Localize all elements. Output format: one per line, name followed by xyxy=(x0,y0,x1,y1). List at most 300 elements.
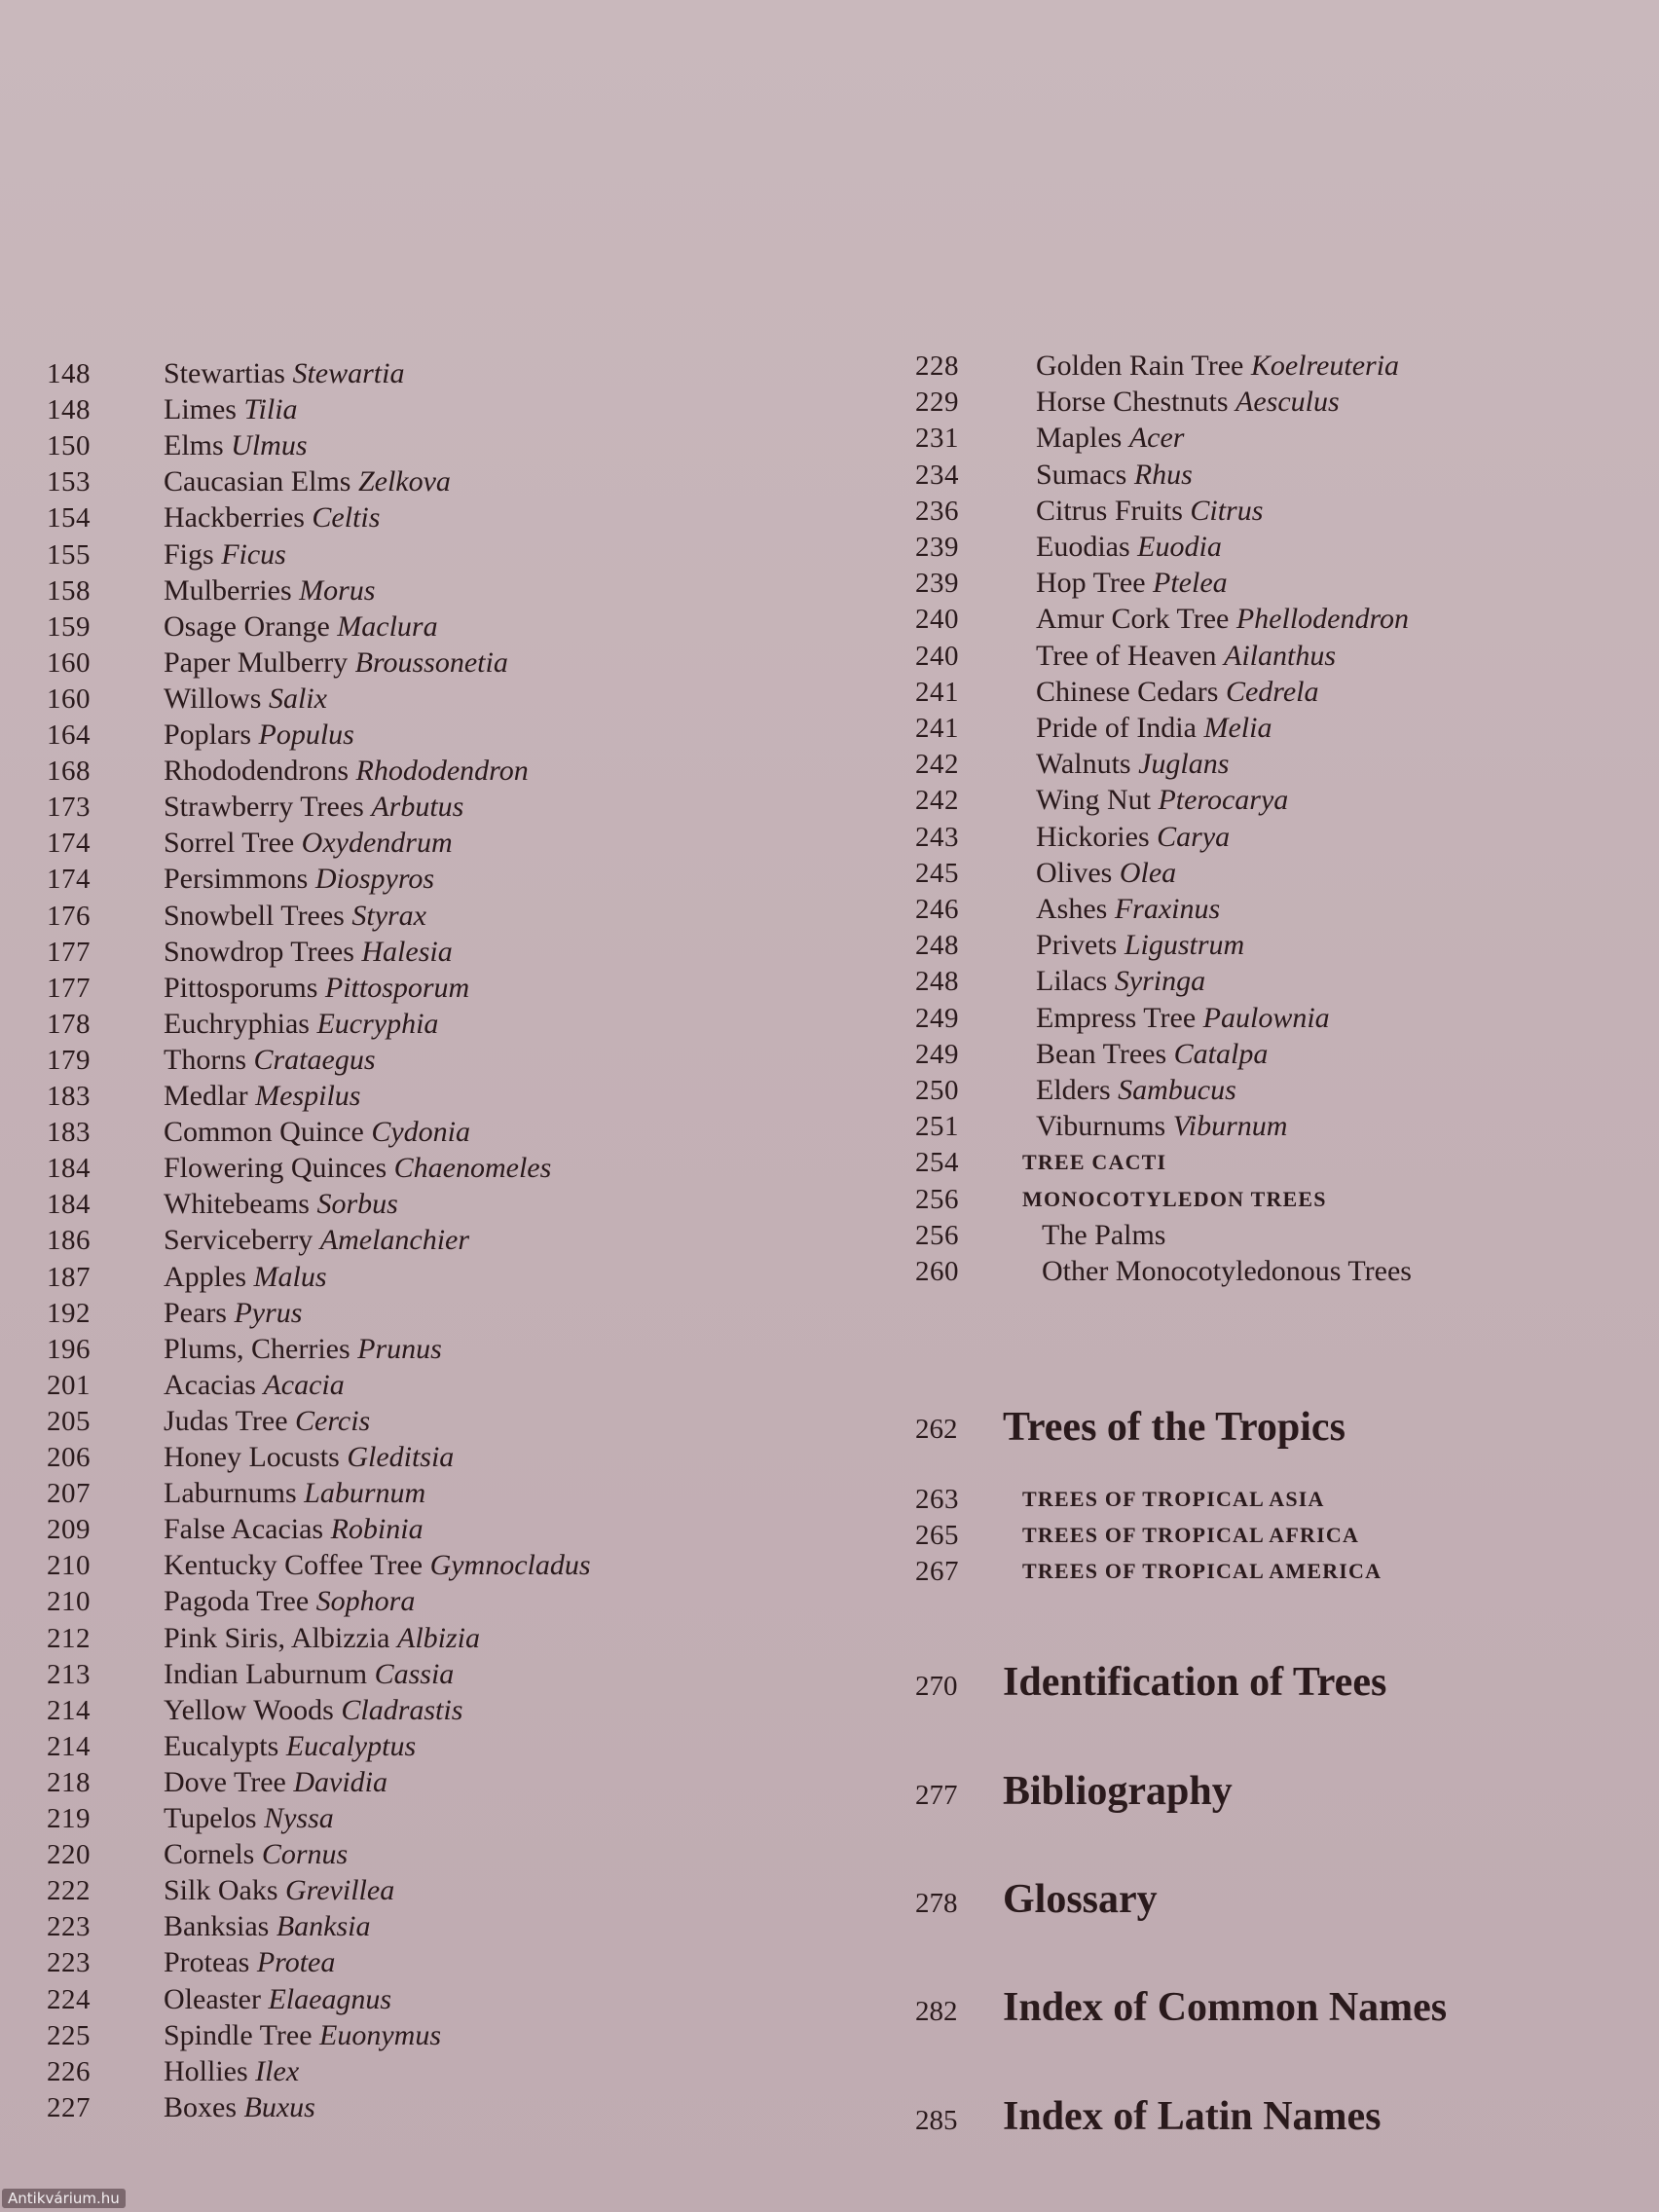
page-number: 148 xyxy=(47,394,91,426)
entry-title xyxy=(1036,856,1176,891)
entry-title xyxy=(164,718,354,753)
page-number: 153 xyxy=(47,466,91,498)
entry-title xyxy=(1036,602,1409,637)
entry-title xyxy=(1036,639,1336,674)
entry-title xyxy=(1036,1109,1287,1144)
latin-name: Oxydendrum xyxy=(301,827,453,860)
common-name: Snowbell Trees xyxy=(164,899,345,932)
latin-name: Carya xyxy=(1157,820,1231,853)
latin-name: Grevillea xyxy=(285,1874,395,1907)
latin-name: Juglans xyxy=(1138,748,1230,781)
entry-title xyxy=(164,1296,302,1331)
latin-name: Broussonetia xyxy=(354,645,508,679)
page-number: 234 xyxy=(915,459,959,491)
entry-title xyxy=(164,971,469,1006)
common-name: Judas Tree xyxy=(164,1404,288,1437)
latin-name: Sophora xyxy=(315,1585,416,1618)
latin-name: Arbutus xyxy=(371,791,464,824)
page-number: 212 xyxy=(47,1622,91,1654)
page-number: 239 xyxy=(915,532,959,563)
entry-title xyxy=(1036,530,1222,565)
common-name: Wing Nut xyxy=(1036,784,1151,817)
latin-name: Olea xyxy=(1119,856,1177,889)
page-number: 183 xyxy=(47,1117,91,1149)
entry-title xyxy=(164,1043,376,1078)
page-number: 223 xyxy=(47,1911,91,1943)
common-name: Yellow Woods xyxy=(164,1693,334,1726)
entry-title xyxy=(1036,892,1220,927)
common-name: Whitebeams xyxy=(164,1188,310,1221)
entry-title xyxy=(164,609,438,645)
page-number: 277 xyxy=(915,1780,958,1811)
common-name: Olives xyxy=(1036,856,1113,889)
common-name: Spindle Tree xyxy=(164,2018,313,2051)
section-title: Identification of Trees xyxy=(1003,1660,1387,1705)
entry-title xyxy=(164,1837,348,1872)
common-name: Poplars xyxy=(164,719,251,751)
page-number: 243 xyxy=(915,821,959,853)
entry-title xyxy=(1036,494,1263,529)
latin-name: Elaeagnus xyxy=(268,1982,392,2015)
entry-title xyxy=(164,1260,327,1295)
page-number: 227 xyxy=(47,2091,91,2123)
page-number: 192 xyxy=(47,1297,91,1329)
page-number: 159 xyxy=(47,610,91,643)
page-number: 210 xyxy=(47,1550,91,1582)
page-number: 184 xyxy=(47,1189,91,1221)
latin-name: Halesia xyxy=(361,935,453,968)
latin-name: Buxus xyxy=(243,2090,315,2123)
latin-name: Ficus xyxy=(221,537,286,571)
page-number: 210 xyxy=(47,1586,91,1618)
entry-title xyxy=(1036,1037,1268,1072)
latin-name: Acacia xyxy=(263,1368,345,1401)
page-number: 278 xyxy=(915,1888,958,1919)
common-name: Plums, Cherries xyxy=(164,1332,350,1365)
latin-name: Pittosporum xyxy=(324,971,470,1004)
common-name: Paper Mulberry xyxy=(164,645,349,679)
common-name: Honey Locusts xyxy=(164,1441,340,1473)
section-title: Trees of the Tropics xyxy=(1003,1405,1346,1450)
latin-name: Eucalyptus xyxy=(285,1729,417,1762)
section-title: Index of Common Names xyxy=(1003,1985,1448,2030)
entry-title xyxy=(164,1729,416,1764)
common-name: Tupelos xyxy=(164,1802,257,1834)
page-number: 248 xyxy=(915,930,959,962)
latin-name: Prunus xyxy=(357,1332,442,1365)
page-number: 220 xyxy=(47,1839,91,1871)
common-name: Hackberries xyxy=(164,501,305,535)
common-name: Oleaster xyxy=(164,1982,261,2015)
page-number: 164 xyxy=(47,719,91,751)
page-number: 226 xyxy=(47,2055,91,2087)
latin-name: Ptelea xyxy=(1153,567,1228,600)
common-name: Viburnums xyxy=(1036,1110,1166,1143)
page-number: 246 xyxy=(915,894,959,925)
entry-title xyxy=(164,754,529,789)
tropics-item-title: TREES OF TROPICAL ASIA xyxy=(1022,1487,1325,1511)
page-number: 173 xyxy=(47,792,91,824)
entry-title xyxy=(164,790,463,825)
entry-title xyxy=(1036,820,1230,855)
latin-name: Eucryphia xyxy=(316,1007,439,1040)
common-name: Osage Orange xyxy=(164,609,330,643)
page-number: 223 xyxy=(47,1947,91,1979)
common-name: Acacias xyxy=(164,1368,256,1401)
common-name: Kentucky Coffee Tree xyxy=(164,1549,424,1582)
page-number: 248 xyxy=(915,966,959,998)
entry-title xyxy=(164,1476,425,1511)
page-number: 251 xyxy=(915,1111,959,1143)
left-column xyxy=(47,356,845,2138)
entry-title xyxy=(164,862,434,897)
page-number: 263 xyxy=(915,1484,959,1515)
page-number: 250 xyxy=(915,1075,959,1106)
common-name: Maples xyxy=(1036,422,1123,455)
common-name: Lilacs xyxy=(1036,965,1108,998)
page-number: 267 xyxy=(915,1556,959,1587)
entry-title xyxy=(164,1007,438,1042)
page-number: 222 xyxy=(47,1875,91,1907)
page-number: 150 xyxy=(47,430,91,462)
latin-name: Celtis xyxy=(312,501,381,535)
page-number: 242 xyxy=(915,785,959,817)
common-name: Stewartias xyxy=(164,357,285,389)
common-name: Dove Tree xyxy=(164,1765,286,1798)
latin-name: Banksia xyxy=(276,1910,371,1943)
common-name: Proteas xyxy=(164,1946,250,1979)
page-number: 183 xyxy=(47,1081,91,1112)
latin-name: Cercis xyxy=(295,1404,371,1437)
page-number: 241 xyxy=(915,676,959,708)
latin-name: Paulownia xyxy=(1202,1001,1330,1034)
page-number: 158 xyxy=(47,574,91,607)
page-number: 236 xyxy=(915,495,959,527)
sub-entry-title: TREE CACTI xyxy=(1022,1150,1167,1175)
entry-title xyxy=(164,1982,391,2017)
latin-name: Euonymus xyxy=(319,2018,442,2051)
common-name: Elders xyxy=(1036,1074,1111,1106)
latin-name: Salix xyxy=(268,682,327,715)
common-name: Bean Trees xyxy=(1036,1037,1167,1070)
common-name: Citrus Fruits xyxy=(1036,494,1183,527)
entry-title xyxy=(1036,458,1193,493)
entry-title xyxy=(164,1332,442,1367)
common-name: Apples xyxy=(164,1260,246,1293)
page-number: 207 xyxy=(47,1478,91,1510)
page-number: 187 xyxy=(47,1261,91,1293)
page-number: 225 xyxy=(47,2019,91,2051)
entry-title xyxy=(164,1801,334,1836)
entry-title xyxy=(164,935,453,970)
latin-name: Diospyros xyxy=(314,863,435,896)
common-name: Euodias xyxy=(1036,531,1130,563)
common-name: Pears xyxy=(164,1296,227,1329)
common-name: Snowdrop Trees xyxy=(164,935,354,968)
page-number: 270 xyxy=(915,1671,958,1702)
latin-name: Protea xyxy=(256,1946,336,1979)
entry-title xyxy=(164,1440,454,1475)
common-name: Flowering Quinces xyxy=(164,1152,387,1185)
page-number: 213 xyxy=(47,1658,91,1690)
page-number: 209 xyxy=(47,1514,91,1546)
latin-name: Cladrastis xyxy=(341,1693,463,1726)
page-number: 219 xyxy=(47,1803,91,1834)
common-name: Hickories xyxy=(1036,820,1150,853)
tropics-item-title: TREES OF TROPICAL AMERICA xyxy=(1022,1559,1382,1583)
common-name: Ashes xyxy=(1036,893,1108,925)
page-number: 282 xyxy=(915,1996,958,2027)
entry-title xyxy=(1036,928,1244,963)
entry-title xyxy=(164,537,286,572)
latin-name: Ligustrum xyxy=(1124,929,1245,962)
common-name: Tree of Heaven xyxy=(1036,639,1217,672)
latin-name: Davidia xyxy=(293,1765,387,1798)
latin-name: Rhododendron xyxy=(355,755,529,788)
common-name: Cornels xyxy=(164,1838,255,1871)
entry-title xyxy=(164,1079,360,1114)
entry-title xyxy=(164,1873,394,1908)
latin-name: Maclura xyxy=(337,609,438,643)
watermark: Antikvárium.hu xyxy=(2,2189,126,2208)
latin-name: Cedrela xyxy=(1225,675,1319,708)
common-name: Sumacs xyxy=(1036,458,1127,491)
entry-title xyxy=(164,1368,345,1403)
common-name: Walnuts xyxy=(1036,748,1131,781)
page-number: 218 xyxy=(47,1766,91,1798)
page-number: 205 xyxy=(47,1405,91,1437)
common-name: Privets xyxy=(1036,929,1118,962)
entry-title xyxy=(164,1693,462,1728)
page-number: 231 xyxy=(915,423,959,455)
common-name: Willows xyxy=(164,682,262,715)
page-number: 239 xyxy=(915,568,959,600)
latin-name: Aesculus xyxy=(1235,386,1340,419)
latin-name: Pyrus xyxy=(234,1296,303,1329)
common-name: Hop Tree xyxy=(1036,567,1146,600)
page-number: 174 xyxy=(47,864,91,896)
latin-name: Gleditsia xyxy=(347,1441,455,1473)
page-number: 240 xyxy=(915,604,959,636)
latin-name: Chaenomeles xyxy=(393,1152,552,1185)
entry-title xyxy=(164,2054,299,2089)
page-number: 242 xyxy=(915,749,959,781)
common-name: Silk Oaks xyxy=(164,1874,278,1907)
page-number: 155 xyxy=(47,538,91,571)
page-number: 177 xyxy=(47,972,91,1004)
page-number: 168 xyxy=(47,756,91,788)
latin-name: Cornus xyxy=(261,1838,349,1871)
sub-entry-title: Other Monocotyledonous Trees xyxy=(1042,1255,1412,1287)
page-number: 256 xyxy=(915,1183,959,1215)
common-name: Laburnums xyxy=(164,1477,297,1510)
entry-title xyxy=(164,826,453,861)
page-number: 249 xyxy=(915,1002,959,1034)
tropics-item-title: TREES OF TROPICAL AFRICA xyxy=(1022,1523,1360,1547)
page-number: 229 xyxy=(915,387,959,419)
page-number: 245 xyxy=(915,857,959,889)
common-name: Hollies xyxy=(164,2054,248,2087)
entry-title xyxy=(164,392,298,427)
latin-name: Melia xyxy=(1203,712,1272,744)
entry-title xyxy=(164,1548,591,1583)
latin-name: Ailanthus xyxy=(1224,639,1337,672)
entry-title xyxy=(164,1187,398,1222)
page-number: 184 xyxy=(47,1153,91,1185)
page-number: 201 xyxy=(47,1369,91,1401)
page-number: 249 xyxy=(915,1038,959,1070)
latin-name: Catalpa xyxy=(1173,1037,1269,1070)
page-number: 177 xyxy=(47,936,91,968)
common-name: Thorns xyxy=(164,1043,246,1076)
page-number: 148 xyxy=(47,358,91,389)
latin-name: Robinia xyxy=(330,1513,424,1546)
common-name: Strawberry Trees xyxy=(164,791,364,824)
page-number: 241 xyxy=(915,713,959,744)
common-name: Limes xyxy=(164,393,237,426)
entry-title xyxy=(164,1909,370,1944)
common-name: Horse Chestnuts xyxy=(1036,386,1229,419)
latin-name: Albizia xyxy=(397,1621,481,1654)
section-title: Index of Latin Names xyxy=(1003,2094,1382,2139)
latin-name: Gymnocladus xyxy=(429,1549,591,1582)
common-name: Serviceberry xyxy=(164,1224,313,1257)
latin-name: Syringa xyxy=(1114,965,1206,998)
page-number: 214 xyxy=(47,1730,91,1762)
page-number: 214 xyxy=(47,1694,91,1726)
page-number: 206 xyxy=(47,1442,91,1473)
common-name: Empress Tree xyxy=(1036,1001,1197,1034)
common-name: Sorrel Tree xyxy=(164,827,295,860)
latin-name: Zelkova xyxy=(357,465,451,498)
entry-title xyxy=(164,1945,335,1980)
latin-name: Koelreuteria xyxy=(1250,350,1400,382)
common-name: Medlar xyxy=(164,1080,248,1112)
common-name: Banksias xyxy=(164,1910,270,1943)
latin-name: Pterocarya xyxy=(1158,784,1289,817)
latin-name: Laburnum xyxy=(304,1477,426,1510)
section-title: Glossary xyxy=(1003,1877,1158,1922)
page-number: 186 xyxy=(47,1225,91,1257)
entry-title xyxy=(1036,1073,1236,1108)
entry-title xyxy=(1036,1001,1330,1036)
page-number: 160 xyxy=(47,682,91,715)
entry-title xyxy=(164,428,308,463)
entry-title xyxy=(1036,421,1184,456)
entry-title xyxy=(164,682,327,717)
entry-title xyxy=(1036,385,1340,420)
common-name: Boxes xyxy=(164,2090,237,2123)
entry-title xyxy=(164,1584,415,1619)
page-number: 154 xyxy=(47,502,91,535)
latin-name: Euodia xyxy=(1137,531,1222,563)
page-number: 228 xyxy=(915,350,959,382)
entry-title xyxy=(164,645,508,681)
entry-title xyxy=(1036,964,1205,999)
sub-entry-title: The Palms xyxy=(1042,1218,1166,1251)
entry-title xyxy=(164,1115,470,1150)
entry-title xyxy=(164,1512,424,1547)
latin-name: Fraxinus xyxy=(1114,893,1221,925)
latin-name: Populus xyxy=(258,719,354,751)
latin-name: Ilex xyxy=(255,2054,300,2087)
entry-title xyxy=(164,899,426,934)
page-number: 179 xyxy=(47,1044,91,1076)
entry-title xyxy=(1036,711,1272,746)
page-number: 240 xyxy=(915,640,959,672)
page-number: 260 xyxy=(915,1256,959,1287)
page-number: 262 xyxy=(915,1414,958,1445)
common-name: Pink Siris, Albizzia xyxy=(164,1621,390,1654)
entry-title xyxy=(164,2018,441,2053)
entry-title xyxy=(1036,675,1319,710)
entry-title xyxy=(164,1223,469,1258)
entry-title xyxy=(164,500,380,535)
page-number: 265 xyxy=(915,1520,959,1551)
entry-title xyxy=(164,464,451,499)
entry-title xyxy=(164,2090,315,2125)
entry-title xyxy=(164,1404,370,1439)
common-name: Indian Laburnum xyxy=(164,1657,368,1690)
entry-title xyxy=(164,1765,387,1800)
common-name: Chinese Cedars xyxy=(1036,675,1219,708)
entry-title xyxy=(1036,783,1288,818)
latin-name: Rhus xyxy=(1133,458,1193,491)
right-column xyxy=(915,349,1636,2150)
page-number: 178 xyxy=(47,1008,91,1040)
latin-name: Stewartia xyxy=(292,357,405,389)
common-name: Persimmons xyxy=(164,863,309,896)
common-name: Pittosporums xyxy=(164,971,318,1004)
latin-name: Morus xyxy=(299,573,376,607)
common-name: Elms xyxy=(164,429,224,462)
common-name: Pride of India xyxy=(1036,712,1197,744)
latin-name: Acer xyxy=(1128,422,1185,455)
latin-name: Cydonia xyxy=(371,1116,470,1149)
entry-title xyxy=(164,1657,454,1692)
entry-title xyxy=(164,1151,551,1186)
latin-name: Styrax xyxy=(351,899,426,932)
page-number: 285 xyxy=(915,2105,958,2136)
latin-name: Sambucus xyxy=(1118,1074,1236,1106)
latin-name: Tilia xyxy=(243,393,298,426)
latin-name: Viburnum xyxy=(1172,1110,1288,1143)
latin-name: Phellodendron xyxy=(1235,603,1410,636)
entry-title xyxy=(1036,349,1399,384)
entry-title xyxy=(164,573,375,608)
common-name: Euchryphias xyxy=(164,1007,310,1040)
entry-title xyxy=(1036,566,1228,601)
common-name: Mulberries xyxy=(164,573,292,607)
entry-title xyxy=(164,1621,480,1656)
entry-title xyxy=(164,356,404,391)
latin-name: Sorbus xyxy=(316,1188,398,1221)
latin-name: Citrus xyxy=(1190,494,1264,527)
latin-name: Cassia xyxy=(374,1657,455,1690)
common-name: False Acacias xyxy=(164,1513,324,1546)
latin-name: Ulmus xyxy=(231,429,308,462)
sub-entry-title: MONOCOTYLEDON TREES xyxy=(1022,1186,1327,1211)
page-number: 176 xyxy=(47,900,91,932)
common-name: Pagoda Tree xyxy=(164,1585,310,1618)
common-name: Rhododendrons xyxy=(164,755,349,788)
latin-name: Nyssa xyxy=(264,1802,334,1834)
latin-name: Crataegus xyxy=(253,1043,376,1076)
entry-title xyxy=(1036,747,1229,782)
common-name: Figs xyxy=(164,537,214,571)
page-number: 196 xyxy=(47,1333,91,1365)
common-name: Common Quince xyxy=(164,1116,364,1149)
